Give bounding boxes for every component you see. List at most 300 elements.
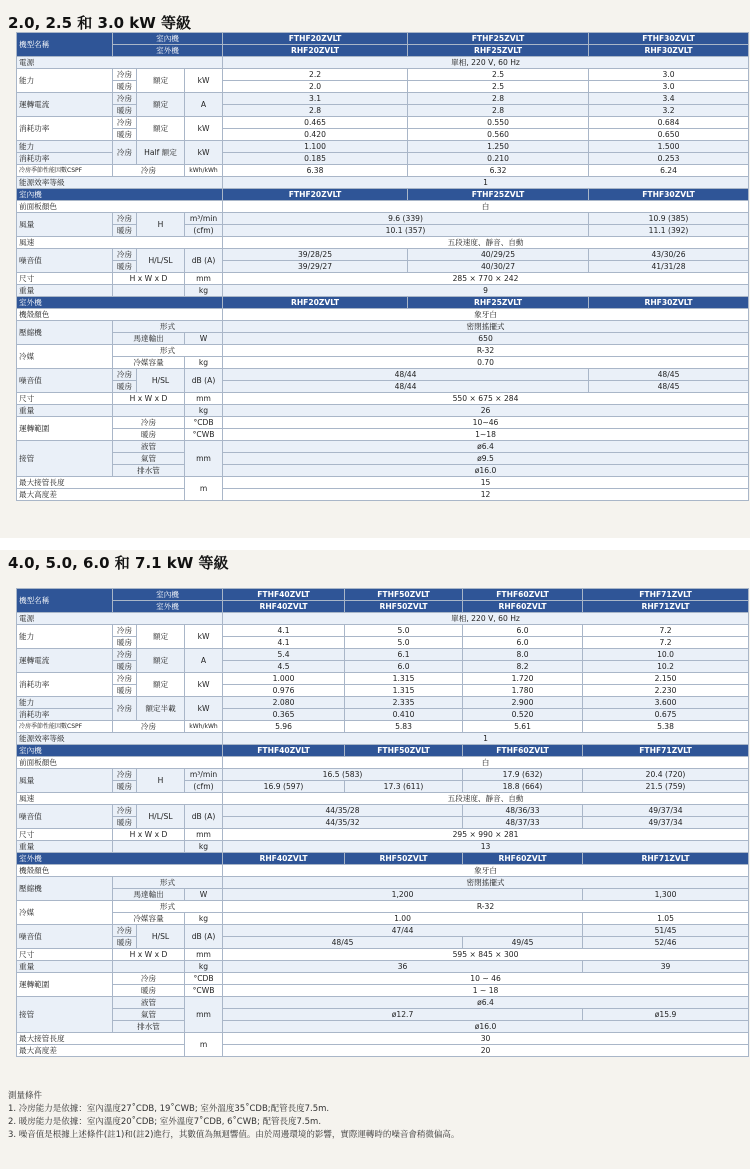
- value-cell: 36: [223, 961, 583, 973]
- table-row: [17, 769, 749, 781]
- value-cell: 1.000: [223, 673, 345, 685]
- indoor-unit-label: 室內機: [17, 745, 223, 757]
- value-cell: 48/44: [223, 381, 589, 393]
- value-cell: 0.684: [589, 117, 749, 129]
- unit-label: dB (A): [185, 925, 223, 949]
- value-cell: 0.365: [223, 709, 345, 721]
- unit-label: mm: [185, 949, 223, 961]
- table-row: [17, 961, 749, 973]
- value-cell: 1,300: [583, 889, 749, 901]
- table-row: [17, 33, 749, 45]
- table-row: [17, 333, 749, 345]
- model-cell: RHF71ZVLT: [583, 601, 749, 613]
- table-row: [17, 829, 749, 841]
- indoor-label: 室內機: [113, 589, 223, 601]
- value-cell: 44/35/32: [223, 817, 463, 829]
- cool-label: 冷房: [113, 249, 137, 261]
- noise-label: 噪音值: [17, 805, 113, 829]
- cool-label: 冷房: [113, 625, 137, 637]
- cool-label: 冷房: [113, 69, 137, 81]
- cool-label: 冷房: [113, 117, 137, 129]
- casing-color-label: 機殼顏色: [17, 309, 223, 321]
- table-row: [17, 1021, 749, 1033]
- cool-label: 冷房: [113, 805, 137, 817]
- unit-label: kWh/kWh: [185, 721, 223, 733]
- model-cell: RHF25ZVLT: [408, 45, 589, 57]
- cool-label: 冷房: [113, 721, 185, 733]
- model-cell: RHF50ZVLT: [345, 853, 463, 865]
- charge-label: 冷媒容量: [113, 357, 185, 369]
- value-cell: 40/29/25: [408, 249, 589, 261]
- power-label: 電源: [17, 613, 223, 625]
- h-label: H: [137, 769, 185, 793]
- cool-label: 冷房: [113, 649, 137, 661]
- heat-label: 暖房: [113, 781, 137, 793]
- value-cell: 48/45: [223, 937, 463, 949]
- unit-label: kg: [185, 961, 223, 973]
- drain-label: 排水管: [113, 465, 185, 477]
- table-row: [17, 141, 749, 153]
- value-cell: 48/44: [223, 369, 589, 381]
- model-cell: RHF60ZVLT: [463, 853, 583, 865]
- table-row: [17, 381, 749, 393]
- value-cell: 10.2: [583, 661, 749, 673]
- table-row: [17, 165, 749, 177]
- size-label: 尺寸: [17, 273, 113, 285]
- value-cell: 1.250: [408, 141, 589, 153]
- heat-label: 暖房: [113, 817, 137, 829]
- cool-label: 冷房: [113, 165, 185, 177]
- table-row: [17, 57, 749, 69]
- unit-label: m³/min: [185, 213, 223, 225]
- model-cell: RHF30ZVLT: [589, 45, 749, 57]
- consumption-label: 消耗功率: [17, 673, 113, 697]
- unit-label: kg: [185, 357, 223, 369]
- table-row: [17, 937, 749, 949]
- cool-label: 冷房: [113, 417, 185, 429]
- indoor-unit-label: 室內機: [17, 189, 223, 201]
- table-row: [17, 805, 749, 817]
- table-row: [17, 189, 749, 201]
- table-row: [17, 601, 749, 613]
- table-row: [17, 249, 749, 261]
- table-row: [17, 877, 749, 889]
- value-cell: 0.410: [345, 709, 463, 721]
- rated-label: 額定: [137, 117, 185, 141]
- value-cell: 10.9 (385): [589, 213, 749, 225]
- unit-label: kW: [185, 625, 223, 649]
- unit-label: m: [185, 1033, 223, 1057]
- table-row: [17, 45, 749, 57]
- table-row: [17, 793, 749, 805]
- table-row: [17, 925, 749, 937]
- weight-label: 重量: [17, 285, 113, 297]
- airflow-label: 風量: [17, 769, 113, 793]
- table-row: [17, 465, 749, 477]
- unit-label: W: [185, 333, 223, 345]
- value-cell: 1.315: [345, 685, 463, 697]
- value-cell: 20.4 (720): [583, 769, 749, 781]
- table-row: [17, 949, 749, 961]
- op-range-label: 運轉範圍: [17, 973, 113, 997]
- value-cell: 0.210: [408, 153, 589, 165]
- model-cell: FTHF40ZVLT: [223, 589, 345, 601]
- measurement-notes: [8, 1090, 459, 1142]
- unit-label: mm: [185, 273, 223, 285]
- hwd-label: H x W x D: [113, 829, 185, 841]
- cool-label: 冷房: [113, 213, 137, 225]
- rated-label: 額定: [137, 673, 185, 697]
- type-label: 形式: [113, 321, 223, 333]
- model-cell: FTHF20ZVLT: [223, 189, 408, 201]
- value-cell: 20: [223, 1045, 749, 1057]
- value-cell: 5.0: [345, 625, 463, 637]
- value-cell: 5.38: [583, 721, 749, 733]
- heat-label: 暖房: [113, 105, 137, 117]
- value-cell: 16.9 (597): [223, 781, 345, 793]
- consumption-label: 消耗功率: [17, 117, 113, 141]
- table-row: [17, 357, 749, 369]
- value-cell: 1,200: [223, 889, 583, 901]
- rated-label: 額定: [137, 625, 185, 649]
- grade-value: 1: [223, 177, 749, 189]
- table-row: [17, 745, 749, 757]
- value-cell: 0.185: [223, 153, 408, 165]
- table-row: [17, 901, 749, 913]
- value-cell: 6.0: [463, 625, 583, 637]
- liquid-label: 液管: [113, 997, 185, 1009]
- value-cell: 17.3 (611): [345, 781, 463, 793]
- value-cell: 3.600: [583, 697, 749, 709]
- weight-label: 重量: [17, 405, 113, 417]
- weight-label: 重量: [17, 961, 113, 973]
- heat-label: 暖房: [113, 937, 137, 949]
- heat-label: 暖房: [113, 225, 137, 237]
- value-cell: 16.5 (583): [223, 769, 463, 781]
- value-cell: ø15.9: [583, 1009, 749, 1021]
- max-length-label: 最大接管長度: [17, 1033, 185, 1045]
- unit-label: kg: [185, 285, 223, 297]
- panel-color-value: 白: [223, 757, 749, 769]
- value-cell: 41/31/28: [589, 261, 749, 273]
- heat-label: 暖房: [113, 381, 137, 393]
- value-cell: 7.2: [583, 625, 749, 637]
- cspf-label: 冷房季節性能因數CSPF: [17, 165, 113, 177]
- value-cell: 49/37/34: [583, 805, 749, 817]
- spec-table-1: [16, 32, 749, 501]
- value-cell: R-32: [223, 901, 749, 913]
- note-item: 3. 噪音值是根據上述條件(註1)和(註2)進行，其數值為無迴響值。由於周邊環境的影響，實際運轉時的噪音會稍微偏高。: [8, 1130, 460, 1140]
- cool-label: 冷房: [113, 769, 137, 781]
- size-label: 尺寸: [17, 393, 113, 405]
- value-cell: 5.96: [223, 721, 345, 733]
- value-cell: 0.560: [408, 129, 589, 141]
- table-row: [17, 477, 749, 489]
- value-cell: 21.5 (759): [583, 781, 749, 793]
- value-cell: ø16.0: [223, 1021, 749, 1033]
- casing-color-label: 機殼顏色: [17, 865, 223, 877]
- model-cell: RHF40ZVLT: [223, 853, 345, 865]
- table-row: [17, 973, 749, 985]
- model-cell: FTHF20ZVLT: [223, 33, 408, 45]
- value-cell: 2.2: [223, 69, 408, 81]
- value-cell: 2.230: [583, 685, 749, 697]
- charge-label: 冷媒容量: [113, 913, 185, 925]
- table-row: [17, 733, 749, 745]
- unit-label: kW: [185, 141, 223, 165]
- value-cell: 30: [223, 1033, 749, 1045]
- value-cell: 2.335: [345, 697, 463, 709]
- fan-value: 五段速度、靜音、自動: [223, 793, 749, 805]
- airflow-label: 風量: [17, 213, 113, 237]
- value-cell: 43/30/26: [589, 249, 749, 261]
- heat-label: 暖房: [113, 661, 137, 673]
- model-cell: FTHF50ZVLT: [345, 745, 463, 757]
- model-cell: RHF25ZVLT: [408, 297, 589, 309]
- value-cell: 39/28/25: [223, 249, 408, 261]
- noise-label: 噪音值: [17, 925, 113, 949]
- type-label: 形式: [113, 877, 223, 889]
- value-cell: ø6.4: [223, 997, 749, 1009]
- section-1-title: 2.0, 2.5 和 3.0 kW 等級: [8, 14, 192, 32]
- value-cell: 13: [223, 841, 749, 853]
- table-row: [17, 649, 749, 661]
- table-row: [17, 297, 749, 309]
- model-cell: RHF50ZVLT: [345, 601, 463, 613]
- cool-label: 冷房: [113, 369, 137, 381]
- model-cell: FTHF60ZVLT: [463, 745, 583, 757]
- cool-label: 冷房: [113, 697, 137, 721]
- model-name-label: 機型名稱: [17, 589, 113, 613]
- value-cell: 2.0: [223, 81, 408, 93]
- value-cell: 2.5: [408, 81, 589, 93]
- value-cell: 6.24: [589, 165, 749, 177]
- model-cell: RHF40ZVLT: [223, 601, 345, 613]
- section-2-panel: [0, 550, 750, 1169]
- table-row: [17, 1045, 749, 1057]
- model-cell: RHF30ZVLT: [589, 297, 749, 309]
- unit-label: °CDB: [185, 417, 223, 429]
- value-cell: 10.0: [583, 649, 749, 661]
- value-cell: 1.720: [463, 673, 583, 685]
- hsl-label: H/SL: [137, 925, 185, 949]
- unit-label: dB (A): [185, 369, 223, 393]
- cool-label: 冷房: [113, 973, 185, 985]
- value-cell: 1.500: [589, 141, 749, 153]
- unit-label: mm: [185, 393, 223, 405]
- weight-label: 重量: [17, 841, 113, 853]
- piping-label: 接管: [17, 441, 113, 477]
- consumption2-label: 消耗功率: [17, 153, 113, 165]
- value-cell: R-32: [223, 345, 749, 357]
- table-row: [17, 321, 749, 333]
- table-row: [17, 637, 749, 649]
- value-cell: 2.900: [463, 697, 583, 709]
- table-row: [17, 721, 749, 733]
- value-cell: 11.1 (392): [589, 225, 749, 237]
- table-row: [17, 177, 749, 189]
- heat-label: 暖房: [113, 685, 137, 697]
- table-row: [17, 129, 749, 141]
- value-cell: 4.1: [223, 625, 345, 637]
- value-cell: 3.2: [589, 105, 749, 117]
- value-cell: 10.1 (357): [223, 225, 589, 237]
- hlsl-label: H/L/SL: [137, 805, 185, 829]
- unit-label: (cfm): [185, 225, 223, 237]
- model-cell: RHF20ZVLT: [223, 45, 408, 57]
- power-value: 單相, 220 V, 60 Hz: [223, 613, 749, 625]
- model-cell: FTHF71ZVLT: [583, 745, 749, 757]
- gas-label: 氣管: [113, 1009, 185, 1021]
- model-cell: FTHF25ZVLT: [408, 189, 589, 201]
- value-cell: 7.2: [583, 637, 749, 649]
- unit-label: mm: [185, 829, 223, 841]
- empty-cell: [113, 841, 185, 853]
- unit-label: °CWB: [185, 429, 223, 441]
- value-cell: 2.8: [408, 105, 589, 117]
- casing-color-value: 象牙白: [223, 865, 749, 877]
- section-2-title: 4.0, 5.0, 6.0 和 7.1 kW 等級: [8, 554, 229, 572]
- table-row: [17, 405, 749, 417]
- table-row: [17, 285, 749, 297]
- value-cell: 5.61: [463, 721, 583, 733]
- value-cell: 44/35/28: [223, 805, 463, 817]
- model-name-label: 機型名稱: [17, 33, 113, 57]
- value-cell: 3.4: [589, 93, 749, 105]
- refrigerant-label: 冷媒: [17, 901, 113, 925]
- rated-label: 額定: [137, 93, 185, 117]
- table-row: [17, 985, 749, 997]
- table-row: [17, 201, 749, 213]
- table-row: [17, 417, 749, 429]
- empty-cell: [113, 961, 185, 973]
- table-row: [17, 369, 749, 381]
- value-cell: 0.675: [583, 709, 749, 721]
- value-cell: 285 × 770 × 242: [223, 273, 749, 285]
- outdoor-unit-label: 室外機: [17, 853, 223, 865]
- value-cell: 49/45: [463, 937, 583, 949]
- table-row: [17, 1009, 749, 1021]
- value-cell: 0.253: [589, 153, 749, 165]
- table-row: [17, 613, 749, 625]
- value-cell: 0.520: [463, 709, 583, 721]
- max-height-label: 最大高度差: [17, 1045, 185, 1057]
- drain-label: 排水管: [113, 1021, 185, 1033]
- value-cell: 3.0: [589, 69, 749, 81]
- size-label: 尺寸: [17, 949, 113, 961]
- value-cell: 0.70: [223, 357, 749, 369]
- model-cell: FTHF40ZVLT: [223, 745, 345, 757]
- value-cell: 2.8: [223, 105, 408, 117]
- value-cell: 10~46: [223, 417, 749, 429]
- table-row: [17, 393, 749, 405]
- note-item: 2. 暖房能力是依據：室內溫度20˚CDB; 室外溫度7˚CDB, 6˚CWB; 配管長度7.5m.: [8, 1117, 322, 1127]
- unit-label: m³/min: [185, 769, 223, 781]
- model-cell: RHF60ZVLT: [463, 601, 583, 613]
- value-cell: 密閉搖擺式: [223, 321, 749, 333]
- value-cell: 1.05: [583, 913, 749, 925]
- table-row: [17, 1033, 749, 1045]
- section-1-panel: [0, 0, 750, 538]
- table-row: [17, 781, 749, 793]
- unit-label: A: [185, 649, 223, 673]
- type-label: 形式: [113, 345, 223, 357]
- unit-label: °CDB: [185, 973, 223, 985]
- value-cell: 1~18: [223, 429, 749, 441]
- outdoor-label: 室外機: [113, 601, 223, 613]
- table-row: [17, 93, 749, 105]
- unit-label: W: [185, 889, 223, 901]
- model-cell: FTHF71ZVLT: [583, 589, 749, 601]
- value-cell: 1.100: [223, 141, 408, 153]
- compressor-label: 壓縮機: [17, 877, 113, 901]
- model-cell: RHF71ZVLT: [583, 853, 749, 865]
- table-row: [17, 661, 749, 673]
- spec-table-2: [16, 588, 749, 1057]
- half-rated-label: Half 額定: [137, 141, 185, 165]
- casing-color-value: 象牙白: [223, 309, 749, 321]
- value-cell: 1.00: [223, 913, 583, 925]
- unit-label: mm: [185, 441, 223, 477]
- value-cell: 6.32: [408, 165, 589, 177]
- value-cell: 40/30/27: [408, 261, 589, 273]
- value-cell: 8.2: [463, 661, 583, 673]
- hlsl-label: H/L/SL: [137, 249, 185, 273]
- fan-label: 風速: [17, 237, 223, 249]
- value-cell: 0.550: [408, 117, 589, 129]
- fan-label: 風速: [17, 793, 223, 805]
- table-row: [17, 453, 749, 465]
- refrigerant-label: 冷媒: [17, 345, 113, 369]
- capacity2-label: 能力: [17, 697, 113, 709]
- value-cell: 0.465: [223, 117, 408, 129]
- table-row: [17, 105, 749, 117]
- table-row: [17, 213, 749, 225]
- indoor-label: 室內機: [113, 33, 223, 45]
- unit-label: kW: [185, 697, 223, 721]
- value-cell: 0.650: [589, 129, 749, 141]
- unit-label: dB (A): [185, 805, 223, 829]
- piping-label: 接管: [17, 997, 113, 1033]
- power-value: 單相, 220 V, 60 Hz: [223, 57, 749, 69]
- type-label: 形式: [113, 901, 223, 913]
- cspf-label: 冷房季節性能因數CSPF: [17, 721, 113, 733]
- table-row: [17, 841, 749, 853]
- unit-label: kW: [185, 117, 223, 141]
- table-row: [17, 913, 749, 925]
- unit-label: m: [185, 477, 223, 501]
- value-cell: 48/45: [589, 369, 749, 381]
- value-cell: 49/37/34: [583, 817, 749, 829]
- value-cell: 550 × 675 × 284: [223, 393, 749, 405]
- value-cell: 51/45: [583, 925, 749, 937]
- value-cell: 26: [223, 405, 749, 417]
- value-cell: 52/46: [583, 937, 749, 949]
- capacity-label: 能力: [17, 69, 113, 93]
- value-cell: 12: [223, 489, 749, 501]
- table-row: [17, 441, 749, 453]
- value-cell: 5.0: [345, 637, 463, 649]
- heat-label: 暖房: [113, 261, 137, 273]
- current-label: 運轉電流: [17, 93, 113, 117]
- model-cell: FTHF25ZVLT: [408, 33, 589, 45]
- table-row: [17, 697, 749, 709]
- rated-label: 額定: [137, 649, 185, 673]
- value-cell: 9.6 (339): [223, 213, 589, 225]
- cool-label: 冷房: [113, 925, 137, 937]
- value-cell: 5.4: [223, 649, 345, 661]
- value-cell: 48/45: [589, 381, 749, 393]
